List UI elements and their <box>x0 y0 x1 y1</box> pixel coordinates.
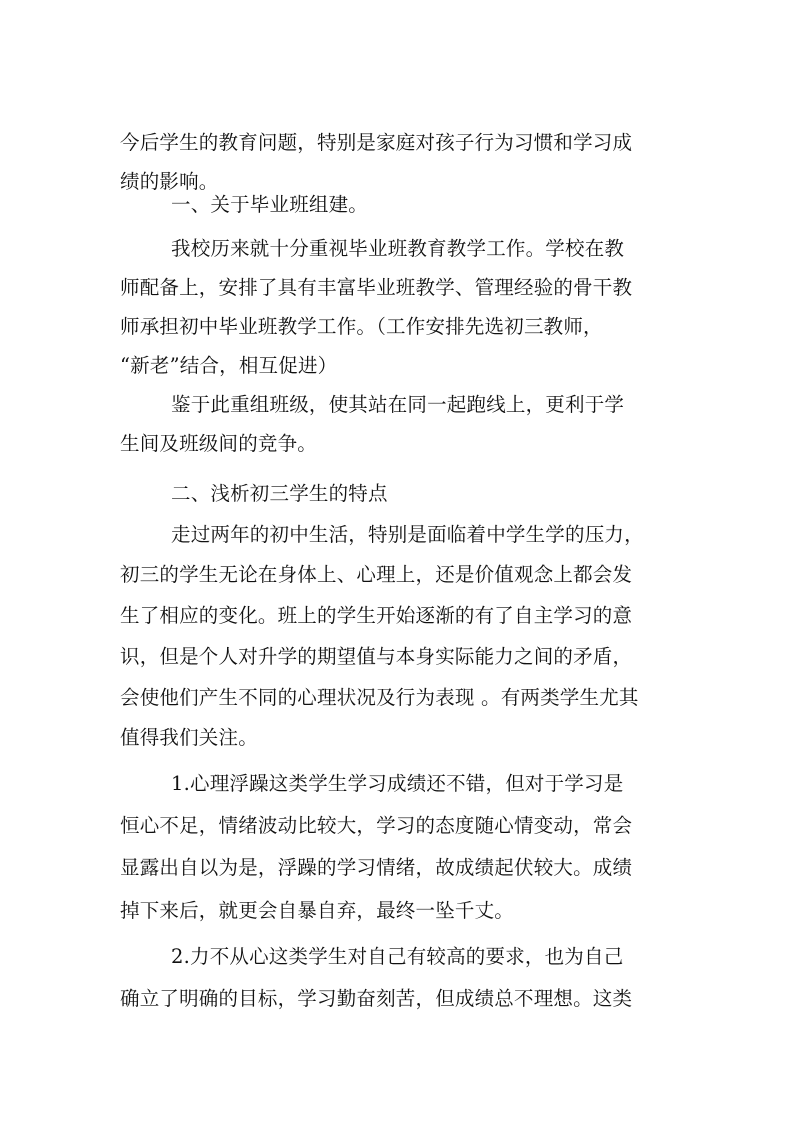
text-line: 生间及班级间的竞争。 <box>120 432 318 455</box>
list-item: 2.力不从心这类学生对自己有较高的要求，也为自己 <box>171 945 624 968</box>
text-line: 今后学生的教育问题，特别是家庭对孩子行为习惯和学习成 <box>120 131 633 154</box>
text-line: 生了相应的变化。班上的学生开始逐渐的有了自主学习的意 <box>120 604 633 627</box>
text-line: 会使他们产生不同的心理状况及行为表现 。有两类学生尤其 <box>120 686 639 709</box>
text-line: 师承担初中毕业班教学工作。（工作安排先选初三教师， <box>120 315 603 338</box>
text-line: 掉下来后，就更会自暴自弃，最终一坠千丈。 <box>120 899 515 922</box>
text-line: 我校历来就十分重视毕业班教育教学工作。学校在教 <box>171 237 625 260</box>
text-line: 值得我们关注。 <box>120 726 258 749</box>
section-heading: 二、浅析初三学生的特点 <box>171 482 388 505</box>
text-line: 显露出自以为是，浮躁的学习情绪，故成绩起伏较大。成绩 <box>120 856 633 879</box>
text-line: 初三的学生无论在身体上、心理上，还是价值观念上都会发 <box>120 563 633 586</box>
text-line: 绩的影响。 <box>120 170 219 193</box>
text-line: 鉴于此重组班级，使其站在同一起跑线上，更利于学 <box>171 393 625 416</box>
text-line: “新老”结合，相互促进） <box>120 354 338 377</box>
text-line: 走过两年的初中生活，特别是面临着中学生学的压力， <box>171 523 644 546</box>
text-line: 恒心不足，情绪波动比较大，学习的态度随心情变动，常会 <box>120 814 633 837</box>
text-line: 师配备上，安排了具有丰富毕业班教学、管理经验的骨干教 <box>120 276 633 299</box>
text-line: 确立了明确的目标，学习勤奋刻苦，但成绩总不理想。这类 <box>120 987 633 1010</box>
list-item: 1.心理浮躁这类学生学习成绩还不错，但对于学习是 <box>171 772 624 795</box>
text-line: 识，但是个人对升学的期望值与本身实际能力之间的矛盾， <box>120 645 633 668</box>
section-heading: 一、关于毕业班组建。 <box>171 193 369 216</box>
